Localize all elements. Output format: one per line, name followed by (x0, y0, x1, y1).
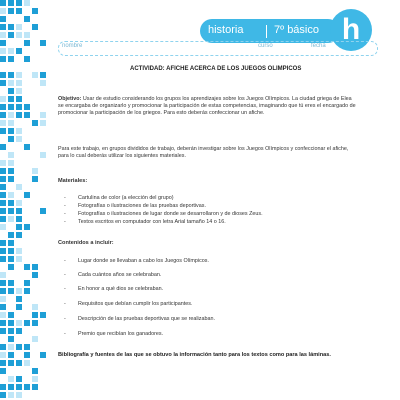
pattern-square (32, 168, 38, 174)
pattern-square (8, 384, 14, 390)
pattern-square (0, 96, 6, 102)
pattern-square (0, 200, 6, 206)
contents-item: - Lugar donde se llevaban a cabo los Juegos Olímpicos. (64, 258, 209, 264)
contents-item: - Descripción de las pruebas deportivas que se realizaban. (64, 316, 215, 322)
pattern-square (0, 208, 6, 214)
pattern-square (16, 24, 22, 30)
pattern-square (8, 352, 14, 358)
pattern-square (8, 48, 14, 54)
grade-label: 7º básico (274, 24, 319, 36)
pattern-square (32, 368, 38, 374)
pattern-square (24, 288, 30, 294)
pattern-square (0, 144, 6, 150)
pattern-square (24, 224, 30, 230)
pattern-square (16, 392, 22, 398)
pattern-square (24, 384, 30, 390)
pattern-square (40, 120, 46, 126)
date-field-label: fecha (311, 43, 326, 49)
pattern-square (24, 112, 30, 118)
pattern-square (16, 296, 22, 302)
pattern-square (40, 112, 46, 118)
pattern-square (0, 320, 6, 326)
pattern-square (16, 384, 22, 390)
pattern-square (8, 360, 14, 366)
pattern-square (32, 384, 38, 390)
pattern-square (24, 0, 30, 6)
pattern-square (8, 256, 14, 262)
pattern-square (16, 224, 22, 230)
pattern-square (8, 208, 14, 214)
pattern-square (8, 24, 14, 30)
pill-divider (266, 25, 267, 38)
pattern-square (8, 200, 14, 206)
pattern-square (32, 176, 38, 182)
pattern-square (0, 368, 6, 374)
pattern-square (0, 192, 6, 198)
pattern-square (8, 312, 14, 318)
instructions-paragraph: Para este trabajo, en grupos divididos de trabajo, deberán investigar sobre los Juegos Olímpicos y confeccionar el afiche, para lo cual deberás utilizar los siguientes materiales. (58, 146, 349, 159)
pattern-square (32, 8, 38, 14)
pattern-square (32, 320, 38, 326)
pattern-square (16, 208, 22, 214)
pattern-square (24, 280, 30, 286)
pattern-square (16, 256, 22, 262)
pattern-square (8, 80, 14, 86)
pattern-square (32, 272, 38, 278)
pattern-square (16, 96, 22, 102)
pattern-square (8, 168, 14, 174)
pattern-square (8, 56, 14, 62)
pattern-square (24, 104, 30, 110)
pattern-square (8, 376, 14, 382)
materials-item: - Textos escritos en computador con letra Arial tamaño 14 o 16. (64, 219, 226, 225)
materials-item: - Fotografías o ilustraciones de lugar donde se desarrollaron y de dioses Zeus. (64, 211, 263, 217)
pattern-square (40, 152, 46, 158)
pattern-square (0, 184, 6, 190)
pattern-square (8, 88, 14, 94)
pattern-square (0, 296, 6, 302)
subject-header (200, 19, 340, 43)
pattern-square (16, 288, 22, 294)
bibliography-note: Bibliografía y fuentes de las que se obtuvo la información tanto para los textos como para las láminas. (58, 352, 331, 358)
pattern-square (16, 304, 22, 310)
pattern-square (16, 136, 22, 142)
pattern-square (8, 288, 14, 294)
pattern-square (16, 344, 22, 350)
pattern-square (0, 360, 6, 366)
pattern-square (0, 48, 6, 54)
pattern-square (8, 336, 14, 342)
pattern-square (32, 72, 38, 78)
pattern-square (16, 104, 22, 110)
materials-heading: Materiales: (58, 178, 88, 184)
pattern-square (0, 56, 6, 62)
pattern-square (16, 184, 22, 190)
contents-item: - Cada cuántos años se celebraban. (64, 272, 162, 278)
pattern-square (40, 312, 46, 318)
pattern-square (0, 40, 6, 46)
pattern-square (0, 104, 6, 110)
pattern-square (16, 8, 22, 14)
pattern-square (16, 216, 22, 222)
pattern-square (40, 208, 46, 214)
pattern-square (16, 320, 22, 326)
pattern-square (24, 192, 30, 198)
pattern-square (16, 248, 22, 254)
pattern-square (8, 152, 14, 158)
pattern-square (8, 232, 14, 238)
pattern-square (32, 336, 38, 342)
contents-heading: Contenidos a incluir: (58, 240, 114, 246)
pattern-square (24, 16, 30, 22)
pattern-square (8, 136, 14, 142)
pattern-square (32, 120, 38, 126)
pattern-square (0, 224, 6, 230)
pattern-square (0, 120, 6, 126)
pattern-square (8, 160, 14, 166)
pattern-square (0, 8, 6, 14)
pattern-square (8, 112, 14, 118)
pattern-square (0, 72, 6, 78)
pattern-square (16, 232, 22, 238)
pattern-square (16, 376, 22, 382)
decorative-pattern-sidebar (0, 0, 48, 400)
pattern-square (8, 248, 14, 254)
pattern-square (0, 280, 6, 286)
name-field-label: nombre (62, 43, 83, 49)
pattern-square (40, 352, 46, 358)
pattern-square (0, 384, 6, 390)
pattern-square (16, 200, 22, 206)
contents-item: - Premio que recibían los ganadores. (64, 331, 164, 337)
pattern-square (0, 240, 6, 246)
history-logo-icon: h (330, 9, 372, 51)
pattern-square (40, 72, 46, 78)
pattern-square (24, 40, 30, 46)
pattern-square (24, 320, 30, 326)
subject-label: historia (208, 24, 244, 36)
pattern-square (32, 312, 38, 318)
pattern-square (8, 120, 14, 126)
pattern-square (24, 352, 30, 358)
pattern-square (8, 328, 14, 334)
pattern-square (0, 344, 6, 350)
pattern-square (8, 176, 14, 182)
pattern-square (0, 24, 6, 30)
pattern-square (0, 272, 6, 278)
pattern-square (16, 48, 22, 54)
pattern-square (8, 192, 14, 198)
pattern-square (8, 96, 14, 102)
pattern-square (32, 264, 38, 270)
activity-title: ACTIVIDAD: AFICHE ACERCA DE LOS JUEGOS OLIMPICOS (130, 66, 302, 72)
pattern-square (8, 392, 14, 398)
pattern-square (8, 32, 14, 38)
pattern-square (0, 328, 6, 334)
student-info-form (58, 41, 378, 56)
pattern-square (16, 328, 22, 334)
pattern-square (0, 304, 6, 310)
pattern-square (0, 16, 6, 22)
pattern-square (16, 0, 22, 6)
pattern-square (8, 104, 14, 110)
pattern-square (8, 8, 14, 14)
contents-item: - En honor a qué dios se celebraban. (64, 286, 164, 292)
pattern-square (0, 160, 6, 166)
pattern-square (8, 216, 14, 222)
course-field-label: curso (258, 43, 273, 49)
pattern-square (0, 112, 6, 118)
pattern-square (24, 56, 30, 62)
pattern-square (0, 168, 6, 174)
pattern-square (16, 32, 22, 38)
pattern-square (32, 24, 38, 30)
materials-item: - Fotografías o ilustraciones de las pruebas deportivas. (64, 203, 206, 209)
materials-item: - Cartulina de color (a elección del grupo) (64, 195, 174, 201)
pattern-square (8, 240, 14, 246)
pattern-square (24, 264, 30, 270)
pattern-square (8, 280, 14, 286)
pattern-square (0, 32, 6, 38)
pattern-square (16, 80, 22, 86)
pattern-square (8, 320, 14, 326)
pattern-square (32, 376, 38, 382)
pattern-square (16, 360, 22, 366)
pattern-square (8, 72, 14, 78)
pattern-square (0, 0, 6, 6)
objective-label: Objetivo: (58, 96, 82, 102)
pattern-square (24, 144, 30, 150)
pattern-square (0, 288, 6, 294)
pattern-square (40, 40, 46, 46)
pattern-square (8, 128, 14, 134)
pattern-square (24, 32, 30, 38)
pattern-square (0, 128, 6, 134)
pattern-square (16, 88, 22, 94)
pattern-square (0, 392, 6, 398)
pattern-square (24, 344, 30, 350)
pattern-square (32, 304, 38, 310)
pattern-square (0, 80, 6, 86)
pattern-square (16, 128, 22, 134)
pattern-square (0, 312, 6, 318)
contents-item: - Requisitos que debían cumplir los participantes. (64, 301, 193, 307)
pattern-square (0, 256, 6, 262)
pattern-square (40, 80, 46, 86)
objective-text: Usar de estudio considerando los grupos los aprendizajes sobre los Juegos Olímpicos. La ciudad griega de Elea se encargaba de organizarlo y promocionar la participación de estas competencias, imaginando que tú eres el encargado de promocionar la participación de los griegos. Para esto deberás confeccionar un afiche. (58, 96, 356, 116)
pattern-square (8, 344, 14, 350)
pattern-square (0, 176, 6, 182)
pattern-square (0, 352, 6, 358)
pattern-square (8, 264, 14, 270)
objective-paragraph (58, 96, 358, 117)
pattern-square (0, 216, 6, 222)
pattern-square (0, 248, 6, 254)
pattern-square (16, 112, 22, 118)
pattern-square (16, 72, 22, 78)
pattern-square (24, 360, 30, 366)
pattern-square (8, 0, 14, 6)
